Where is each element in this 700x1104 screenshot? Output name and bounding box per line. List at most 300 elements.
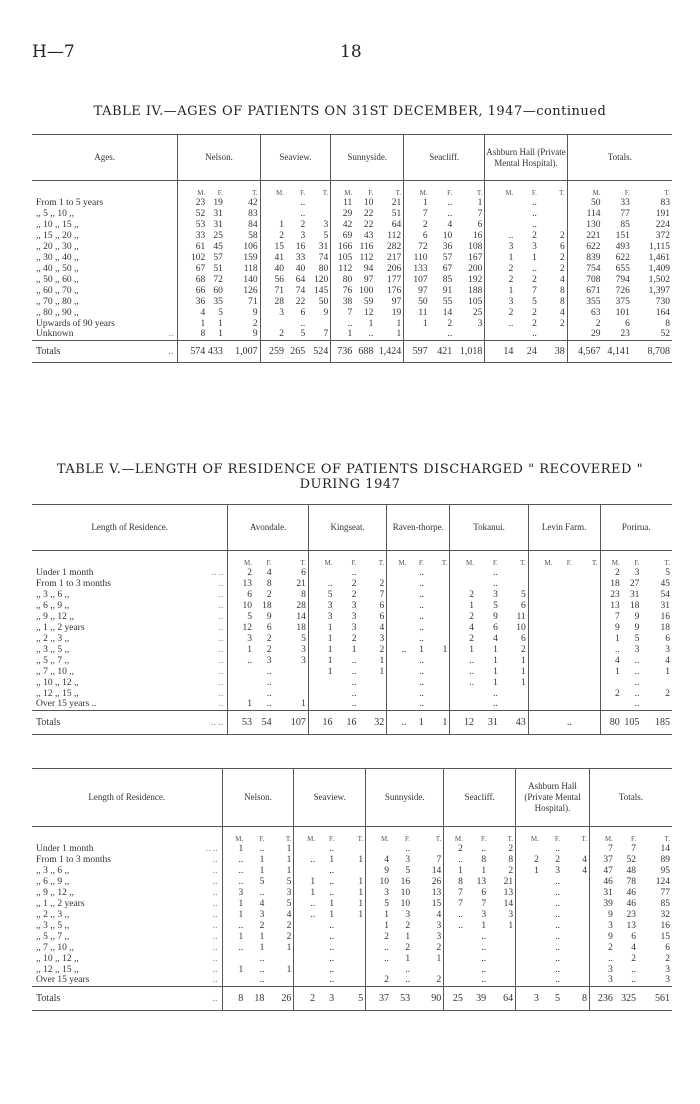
table-row	[32, 600, 672, 611]
cell: 1	[366, 909, 391, 920]
sub-header: M.	[404, 181, 430, 198]
sub-header: T.	[252, 189, 258, 197]
cell: 7	[589, 843, 614, 854]
cell: ..	[634, 655, 640, 666]
cell	[366, 843, 391, 854]
cell: 112	[331, 263, 355, 274]
table-row	[32, 622, 672, 633]
cell: ..	[222, 854, 245, 865]
cell	[308, 688, 334, 699]
cell	[387, 567, 409, 578]
cell: 16	[660, 611, 670, 622]
table-row	[32, 986, 672, 1010]
cell: ..	[555, 898, 560, 909]
cell: 16	[308, 710, 334, 734]
cell: 1	[260, 219, 286, 230]
cell: 31	[213, 208, 223, 219]
cell	[500, 567, 528, 578]
cell: 2	[450, 633, 476, 644]
row-label: ,, 1 ,, 2 years	[36, 898, 85, 909]
cell: 27	[629, 578, 640, 589]
cell: 9	[589, 931, 614, 942]
cell: ..	[419, 578, 424, 589]
cell: 77	[660, 887, 670, 898]
cell: 1	[436, 953, 442, 964]
cell: 105	[468, 296, 483, 307]
cell: 6	[266, 622, 272, 633]
cell: 1	[259, 865, 265, 876]
cell: 15	[660, 931, 670, 942]
cell: 736	[331, 340, 355, 362]
cell: 5	[300, 329, 306, 340]
group-header: Ashburn Hall (Private Mental Hospital).	[485, 135, 567, 181]
cell: 2	[379, 644, 385, 655]
cell	[444, 953, 465, 964]
cell: 13	[626, 920, 637, 931]
cell: 1	[520, 666, 526, 677]
cell: 1	[329, 854, 335, 865]
cell	[426, 655, 450, 666]
cell: 2	[485, 307, 516, 318]
cell: 25	[472, 307, 483, 318]
cell	[426, 622, 450, 633]
cell	[574, 677, 600, 688]
cell: 84	[248, 219, 258, 230]
cell: 2	[366, 931, 391, 942]
cell	[336, 865, 366, 876]
row-leader: ..	[212, 931, 218, 942]
cell: ..	[634, 666, 640, 677]
cell: ..	[366, 953, 391, 964]
sub-header: M.	[260, 181, 286, 198]
row-label: Totals	[32, 340, 161, 362]
sub-header: T.	[664, 189, 670, 197]
cell: ..	[555, 942, 560, 953]
sub-header: F.	[300, 189, 306, 197]
cell	[528, 600, 554, 611]
cell: 23	[620, 329, 630, 340]
cell: 32	[358, 710, 386, 734]
cell	[387, 699, 409, 710]
cell: 1	[286, 854, 292, 865]
cell: 2	[589, 942, 614, 953]
cell	[294, 975, 317, 986]
cell: 2	[266, 644, 272, 655]
cell: ..	[555, 964, 560, 975]
cell: 2	[447, 318, 453, 329]
cell: 839	[567, 252, 602, 263]
cell: 126	[243, 285, 258, 296]
cell: 9	[634, 611, 640, 622]
row-label: ,, 1 ,, 2 years	[36, 622, 85, 633]
cell: 1	[222, 964, 245, 975]
cell: 2	[266, 589, 272, 600]
cell: 105	[622, 710, 642, 734]
cell	[574, 600, 600, 611]
cell	[294, 843, 317, 854]
cell: 2	[567, 318, 602, 329]
cell: 421	[430, 340, 455, 362]
cell: ..	[329, 865, 335, 876]
cell	[294, 942, 317, 953]
cell	[562, 942, 589, 953]
row-leader: ..	[168, 329, 174, 340]
cell	[294, 931, 317, 942]
cell: 3	[555, 865, 560, 876]
sub-header: M.	[589, 827, 614, 844]
cell: 4,567	[567, 340, 602, 362]
row-leader: ..	[212, 975, 218, 986]
cell: 19	[213, 197, 223, 208]
cell: ..	[450, 655, 476, 666]
cell: 2	[444, 843, 465, 854]
label-header: Length of Residence.	[32, 769, 222, 827]
cell	[308, 677, 334, 688]
cell: 2	[532, 307, 537, 318]
cell: 1	[520, 655, 526, 666]
cell: 38	[331, 296, 355, 307]
row-label: ,, 60 ,, 70 ,,	[36, 285, 79, 296]
cell: 2	[436, 942, 442, 953]
cell: 80	[318, 263, 329, 274]
cell: 97	[404, 285, 430, 296]
cell: 1,007	[225, 340, 260, 362]
cell: 36	[178, 296, 207, 307]
cell: 23	[626, 909, 637, 920]
cell: 8	[444, 876, 465, 887]
cell: ..	[351, 655, 357, 666]
cell	[294, 964, 317, 975]
sub-header: T.	[300, 559, 306, 567]
row-label: ,, 12 ,, 15 ,,	[36, 688, 79, 699]
cell: 1	[222, 931, 245, 942]
cell: 18	[629, 600, 640, 611]
cell: 5	[286, 898, 292, 909]
cell: 43	[500, 710, 528, 734]
cell: 4,141	[602, 340, 631, 362]
cell: 7	[600, 611, 622, 622]
cell: 1,409	[648, 263, 670, 274]
cell: ..	[447, 208, 453, 219]
cell: 4	[559, 274, 565, 285]
cell: 1	[308, 633, 334, 644]
cell: 46	[589, 876, 614, 887]
cell: 3	[301, 655, 306, 666]
row-leader	[161, 219, 177, 230]
cell: 5	[520, 589, 526, 600]
cell: 8	[559, 285, 565, 296]
cell: 3	[508, 909, 514, 920]
cell: 4	[582, 854, 587, 865]
cell: 46	[626, 887, 637, 898]
cell: ..	[493, 578, 498, 589]
cell: ..	[329, 843, 335, 854]
row-leader: ..	[218, 611, 224, 622]
table-row	[32, 252, 672, 263]
cell: ..	[634, 688, 640, 699]
cell: 3	[405, 854, 411, 865]
cell: 259	[260, 340, 286, 362]
cell: 200	[468, 263, 483, 274]
cell: ..	[294, 854, 317, 865]
cell: 67	[442, 263, 453, 274]
cell: 3	[308, 600, 334, 611]
cell: 4	[379, 622, 385, 633]
sub-header: F.	[566, 559, 572, 567]
label-header: Ages.	[32, 135, 178, 181]
cell	[574, 644, 600, 655]
cell: 1	[366, 920, 391, 931]
cell: 159	[243, 252, 258, 263]
cell: 561	[638, 986, 672, 1010]
cell: 60	[213, 285, 223, 296]
cell: 2	[252, 318, 258, 329]
cell: ..	[481, 964, 487, 975]
cell: ..	[419, 611, 424, 622]
cell	[554, 688, 574, 699]
cell: 688	[354, 340, 375, 362]
cell: 2	[508, 865, 514, 876]
cell: 1	[508, 920, 514, 931]
cell	[426, 600, 450, 611]
cell: 46	[626, 898, 637, 909]
cell: 13	[600, 600, 622, 611]
cell	[574, 578, 600, 589]
cell: 18	[245, 986, 266, 1010]
cell: 9	[323, 307, 329, 318]
row-leader: ..	[218, 666, 224, 677]
cell	[562, 876, 589, 887]
cell	[528, 677, 554, 688]
cell: 10	[400, 898, 411, 909]
table-row	[32, 854, 672, 865]
cell: 16	[295, 241, 306, 252]
cell: ..	[259, 953, 265, 964]
cell	[260, 208, 286, 219]
row-label: ,, 6 ,, 9 ,,	[36, 600, 70, 611]
cell	[554, 677, 574, 688]
cell	[412, 843, 444, 854]
cell: 185	[641, 710, 672, 734]
cell: 1	[444, 865, 465, 876]
row-leader: ..	[212, 942, 218, 953]
table-row	[32, 578, 672, 589]
cell: 6	[477, 219, 483, 230]
cell: 5	[301, 633, 306, 644]
sub-header: F.	[481, 835, 487, 843]
row-leader: ..	[161, 340, 177, 362]
cell: 8,708	[632, 340, 672, 362]
cell: 7	[444, 887, 465, 898]
row-leader: ..	[218, 688, 224, 699]
sub-header: F.	[405, 835, 411, 843]
cell: 1	[294, 876, 317, 887]
cell: ..	[481, 975, 487, 986]
cell	[600, 677, 622, 688]
cell: 1	[368, 318, 374, 329]
cell: 21	[391, 197, 402, 208]
cell: 1	[379, 655, 385, 666]
cell	[574, 589, 600, 600]
cell: 114	[567, 208, 602, 219]
cell: ..	[447, 329, 453, 340]
cell: 14	[485, 340, 516, 362]
cell: 1	[308, 655, 334, 666]
cell: 23	[600, 589, 622, 600]
cell: 3	[228, 633, 254, 644]
cell: ..	[493, 567, 498, 578]
cell	[412, 964, 444, 975]
table-row	[32, 230, 672, 241]
cell: 10	[366, 876, 391, 887]
cell: 106	[243, 241, 258, 252]
cell: 7	[444, 898, 465, 909]
cell: 754	[567, 263, 602, 274]
cell: 5	[308, 589, 334, 600]
cell	[444, 964, 465, 975]
cell	[562, 975, 589, 986]
cell: ..	[300, 208, 306, 219]
cell: 1	[259, 854, 265, 865]
row-label: Under 1 month	[36, 843, 94, 854]
cell: 100	[359, 285, 374, 296]
cell: 3	[485, 296, 516, 307]
sub-header: F.	[266, 559, 272, 567]
sub-header: M.	[178, 181, 207, 198]
row-leader: ..	[218, 578, 224, 589]
cell: 15	[260, 241, 286, 252]
cell	[641, 677, 672, 688]
cell: 6	[631, 931, 637, 942]
cell: 1	[485, 285, 516, 296]
cell	[307, 208, 331, 219]
sub-header: F.	[368, 189, 374, 197]
cell: ..	[555, 931, 560, 942]
sub-header: T.	[357, 835, 364, 843]
cell: 50	[318, 296, 329, 307]
cell: 1	[600, 666, 622, 677]
cell	[516, 975, 541, 986]
table4-title-text: TABLE IV.—AGES OF PATIENTS ON 31ST DECEMBER, 1947—continued	[93, 104, 607, 119]
cell: 37	[589, 854, 614, 865]
cell: 85	[620, 219, 630, 230]
cell	[528, 589, 554, 600]
cell: 6	[481, 887, 487, 898]
row-leader	[161, 318, 177, 329]
sub-header: T.	[507, 835, 514, 843]
cell: ..	[634, 677, 640, 688]
cell: ..	[481, 942, 487, 953]
cell: 1	[358, 854, 364, 865]
cell: ..	[589, 953, 614, 964]
cell	[516, 931, 541, 942]
cell: 708	[567, 274, 602, 285]
cell: 53	[178, 219, 207, 230]
cell: 1	[481, 920, 487, 931]
cell: 124	[655, 876, 670, 887]
cell: 1	[228, 699, 254, 710]
cell: 192	[468, 274, 483, 285]
cell: 4	[665, 655, 670, 666]
cell	[387, 666, 409, 677]
cell	[516, 876, 541, 887]
row-leader	[161, 274, 177, 285]
cell: 2	[532, 230, 537, 241]
row-label: ,, 5 ,, 7 ,,	[36, 931, 70, 942]
table-row	[32, 329, 672, 340]
cell: 1	[493, 644, 498, 655]
cell: 67	[178, 263, 207, 274]
cell: 1	[178, 318, 207, 329]
cell: 1	[358, 876, 364, 887]
cell: 51	[213, 263, 223, 274]
cell: ..	[634, 699, 640, 710]
cell	[444, 931, 465, 942]
cell: 10	[363, 197, 374, 208]
cell	[358, 567, 386, 578]
cell	[358, 699, 386, 710]
row-label: ,, 40 ,, 50 ,,	[36, 263, 79, 274]
cell: 2	[665, 953, 670, 964]
cell	[387, 688, 409, 699]
cell: 2	[559, 318, 565, 329]
cell: 42	[248, 197, 258, 208]
cell: 83	[660, 197, 670, 208]
cell	[307, 197, 331, 208]
cell	[562, 887, 589, 898]
cell	[387, 589, 409, 600]
cell	[336, 843, 366, 854]
cell: 31	[629, 589, 640, 600]
cell: ..	[444, 909, 465, 920]
table5-title-line2: DURING 1947	[299, 477, 401, 492]
cell: 14	[296, 611, 306, 622]
cell: 9	[600, 622, 622, 633]
cell: 1	[228, 644, 254, 655]
cell: 4	[600, 655, 622, 666]
cell	[488, 975, 515, 986]
cell: ..	[631, 975, 637, 986]
row-leader: ..	[212, 898, 218, 909]
cell: 52	[626, 854, 637, 865]
cell: 6	[379, 600, 385, 611]
cell: 10	[442, 230, 453, 241]
cell	[444, 975, 465, 986]
sub-header: M.	[450, 551, 476, 568]
cell: 1	[493, 655, 498, 666]
cell: ..	[447, 197, 453, 208]
cell: 29	[567, 329, 602, 340]
cell: 2	[532, 318, 537, 329]
cell: 8	[178, 329, 207, 340]
table-row	[32, 611, 672, 622]
cell	[387, 622, 409, 633]
cell: ..	[419, 633, 424, 644]
cell	[528, 633, 554, 644]
cell: 31	[213, 219, 223, 230]
cell: 2	[600, 688, 622, 699]
cell: ..	[329, 964, 335, 975]
cell: 671	[567, 285, 602, 296]
row-leader: .. ..	[205, 843, 218, 854]
cell: 57	[442, 252, 453, 263]
table-row	[32, 710, 672, 734]
group-header: Porirua.	[600, 505, 672, 551]
cell: 3	[351, 622, 357, 633]
cell: 39	[465, 986, 488, 1010]
cell: ..	[329, 975, 335, 986]
cell: 55	[442, 296, 453, 307]
